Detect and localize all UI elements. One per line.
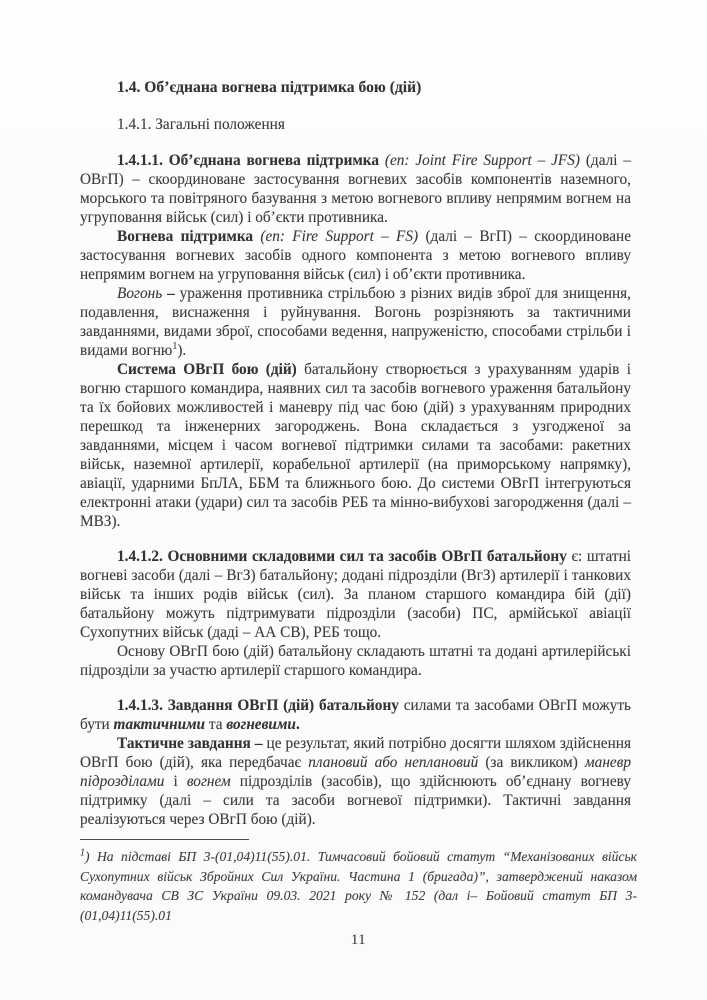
footnote-text: $^1$) На підставі БП 3-(01,04)11(55).01. Тимчасовий бойовий статут “Механізованих військ Сухопутних військ Збройних Сил України. Частина 1 (бригада)”, затверджений наказом командувача СВ ЗС України 09.03. 2021 року № 152 (дал і– Бойовий статут БП 3-(01,04)11(55).01 [80,847,637,923]
paragraph-1-4-1-1: 1.4.1.1. Об’єднана вогнева підтримка (en: Joint Fire Support – JFS) (далі – ОВгП) – скоординоване застосування вогневих засобів компонентів наземного, морського та повітряного базування з метою вогневого впливу непрямим вогнем на угруповання військ (сил) і об’єкти противника. [80,152,631,226]
paragraph-1-4-1-3: 1.4.1.3. Завдання ОВгП (дій) батальйону силами та засобами ОВгП можуть бути тактичними та вогневими. [80,697,631,733]
paragraph-system: Система ОВгП бою (дій) батальйону створюється з урахуванням ударів і вогню старшого командира, наявних сил та засобів вогневого ураження батальйону та їх бойових можливостей і маневру під час бою (дій) з урахуванням природних перешкод та інженерних загороджень. Вона складається з узгодженої за завданнями, місцем і часом вогневої підтримки силами та засобами: ракетних військ, наземної артилерії, корабельної артилерії (на приморському напрямку), авіації, ударними БпЛА, ББМ та ближнього бою. До системи ОВгП інтегруються електронні атаки (удари) сил та засобів РЕБ та мінно-вибухові загородження (далі – МВЗ). [80,361,631,530]
subsection-heading-1-4-1: 1.4.1. Загальні положення [117,116,285,133]
footnote-block [80,839,637,925]
document-content [80,78,631,829]
paragraph-1-4-1-2: 1.4.1.2. Основними складовими сил та засобів ОВгП батальйону є: штатні вогневі засоби (далі – ВгЗ) батальйону; додані підрозділи (ВгЗ) артилерії і танкових військ та інших родів військ (сил). За планом старшого командира бій (дії) батальйону можуть підтримувати підрозділи (засоби) ПС, армійської авіації Сухопутних військ (даді – АА СВ), РЕБ тощо. [80,548,631,641]
footnote-separator [80,839,249,840]
paragraph-fire-definition: Вогонь – ураження противника стрільбою з різних видів зброї для знищення, подавлення, виснаження і руйнування. Вогонь розрізняють за тактичними завданнями, видами зброї, способами ведення, напруженістю, способами стрільби і видами вогню$^1$). [80,285,631,359]
paragraph-basis: Основу ОВгП бою (дій) батальйону складають штатні та додані артилерійські підрозділи за участю артилерії старшого командира. [80,643,631,679]
paragraph-tactical-task: Тактичне завдання – це результат, який потрібно досягти шляхом здійснення ОВгП бою (дій), яка передбачає плановий або неплановий (за викликом) маневр підрозділами і вогнем підрозділів (засобів), що здійснюють об’єднану вогневу підтримку (далі – сили та засоби вогневої підтримки). Тактичні завдання реалізуються через ОВгП бою (дій). [80,735,632,828]
paragraph-fire-support: Вогнева підтримка (en: Fire Support – FS) (далі – ВгП) – скоординоване застосування вогневих засобів одного компонента з метою вогневого впливу непрямим вогнем на угруповання військ (сил) і об’єкти противника. [80,228,632,283]
section-heading-1-4: 1.4. Об’єднана вогнева підтримка бою (дій) [117,79,422,96]
page-number: 11 [351,932,366,948]
